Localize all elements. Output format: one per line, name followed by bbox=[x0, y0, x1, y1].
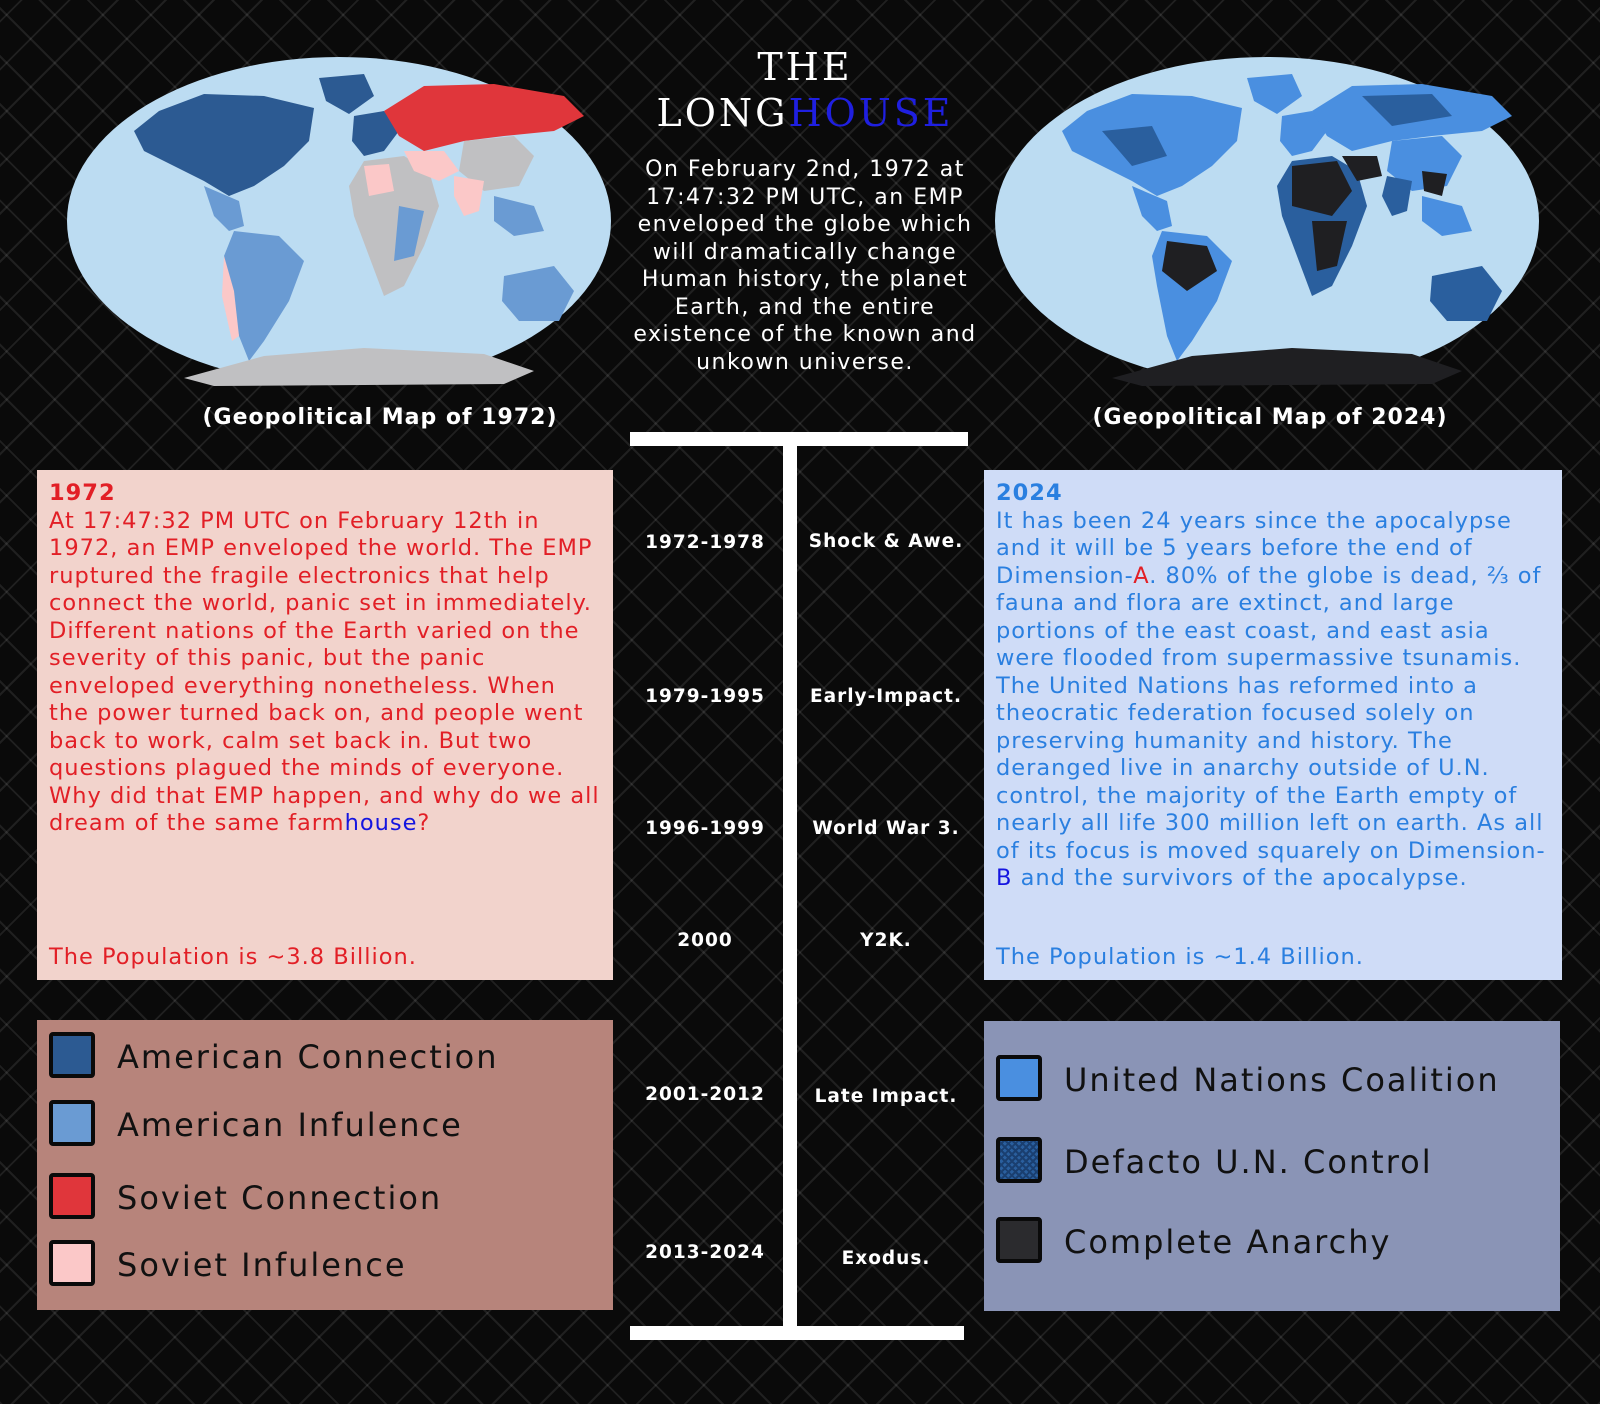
timeline-phase: Shock & Awe. bbox=[808, 531, 964, 552]
legend-swatch-american-connection bbox=[49, 1032, 95, 1078]
panel-1972 bbox=[37, 470, 613, 980]
legend-swatch-soviet-connection bbox=[49, 1173, 95, 1219]
panel-2024-body bbox=[996, 508, 1550, 893]
legend-label: Soviet Connection bbox=[117, 1179, 443, 1217]
panel-1972-body-text: At 17:47:32 PM UTC on February 12th in 1972, an EMP enveloped the world. The EMP ruptured the fragile electronics that help connect the world, panic set in immediately. Different nations of the Earth varied on the severity of this panic, but the panic enveloped everything nonetheless. When the power turned back on, and people went back to work, calm set back in. But two questions plagued the minds of everyone. Why did that EMP happen, and why do we all dream of the same farm bbox=[49, 507, 600, 836]
panel-2024-body-c: and the survivors of the apocalypse. bbox=[1012, 865, 1468, 891]
legend-label: Soviet Infulence bbox=[117, 1246, 407, 1284]
timeline-years: 2000 bbox=[677, 930, 733, 951]
panel-2024-body-b: . 80% of the globe is dead, ⅔ of fauna and flora are extinct, and large portions of the east coast, and east asia were flooded from supermassive tsunamis. The United Nations has reformed into a theocratic federation focused solely on preserving humanity and history. The deranged live in anarchy outside of U.N. control, the majority of the Earth empty of nearly all life 300 million left on earth. As all of its focus is moved squarely on Dimension- bbox=[996, 562, 1545, 864]
timeline-years: 1972-1978 bbox=[645, 532, 765, 553]
legend-label: United Nations Coalition bbox=[1064, 1061, 1500, 1099]
legend-swatch-un-coalition bbox=[996, 1055, 1042, 1101]
title-line-2 bbox=[620, 90, 990, 136]
panel-2024-dim-a: A bbox=[1133, 562, 1150, 589]
legend-swatch-american-influence bbox=[49, 1100, 95, 1146]
legend-2024 bbox=[984, 1021, 1560, 1311]
timeline-top-bar bbox=[630, 432, 968, 446]
panel-2024-body-a: It has been 24 years since the apocalypse and it will be 5 years before the end of Dimension- bbox=[996, 507, 1512, 589]
map-1972-caption: (Geopolitical Map of 1972) bbox=[202, 405, 558, 430]
panel-2024-population: The Population is ~1.4 Billion. bbox=[996, 944, 1364, 970]
timeline-bottom-bar bbox=[630, 1326, 964, 1340]
page-title bbox=[620, 44, 990, 136]
timeline-phase: Late Impact. bbox=[814, 1086, 958, 1107]
title-line-1: THE bbox=[757, 45, 853, 89]
timeline-phase: Y2K. bbox=[860, 930, 912, 951]
panel-1972-house: house bbox=[344, 810, 418, 836]
legend-swatch-defacto-un bbox=[996, 1137, 1042, 1183]
timeline-vertical-bar bbox=[783, 446, 797, 1330]
panel-1972-end: ? bbox=[417, 810, 431, 836]
timeline-phase: World War 3. bbox=[812, 818, 960, 839]
panel-2024-year: 2024 bbox=[996, 480, 1063, 506]
legend-label: Defacto U.N. Control bbox=[1064, 1143, 1433, 1181]
map-1972-graphic bbox=[64, 56, 614, 386]
legend-swatch-soviet-influence bbox=[49, 1240, 95, 1286]
timeline-phase: Exodus. bbox=[841, 1248, 931, 1269]
title-house: HOUSE bbox=[788, 91, 954, 135]
panel-1972-body bbox=[49, 508, 601, 838]
map-2024 bbox=[992, 56, 1542, 386]
timeline-years: 1979-1995 bbox=[645, 686, 765, 707]
panel-1972-population: The Population is ~3.8 Billion. bbox=[49, 944, 417, 970]
panel-2024 bbox=[984, 470, 1562, 980]
timeline-years: 2001-2012 bbox=[645, 1084, 765, 1105]
legend-swatch-anarchy bbox=[996, 1217, 1042, 1263]
legend-1972 bbox=[37, 1020, 613, 1310]
panel-2024-dim-b: B bbox=[996, 865, 1013, 891]
legend-label: American Connection bbox=[117, 1038, 499, 1076]
title-long: LONG bbox=[656, 91, 789, 135]
timeline-years: 2013-2024 bbox=[645, 1242, 765, 1263]
map-1972 bbox=[64, 56, 614, 386]
legend-label: American Infulence bbox=[117, 1106, 463, 1144]
timeline-phase: Early-Impact. bbox=[809, 686, 963, 707]
map-2024-graphic bbox=[992, 56, 1542, 386]
map-2024-caption: (Geopolitical Map of 2024) bbox=[1092, 405, 1448, 430]
intro-text: On February 2nd, 1972 at 17:47:32 PM UTC, an EMP enveloped the globe which will dramatically change Human history, the planet Earth, and the entire existence of the known and unkown universe. bbox=[633, 157, 977, 375]
legend-label: Complete Anarchy bbox=[1064, 1223, 1392, 1261]
timeline-years: 1996-1999 bbox=[645, 818, 765, 839]
panel-1972-year: 1972 bbox=[49, 480, 116, 506]
